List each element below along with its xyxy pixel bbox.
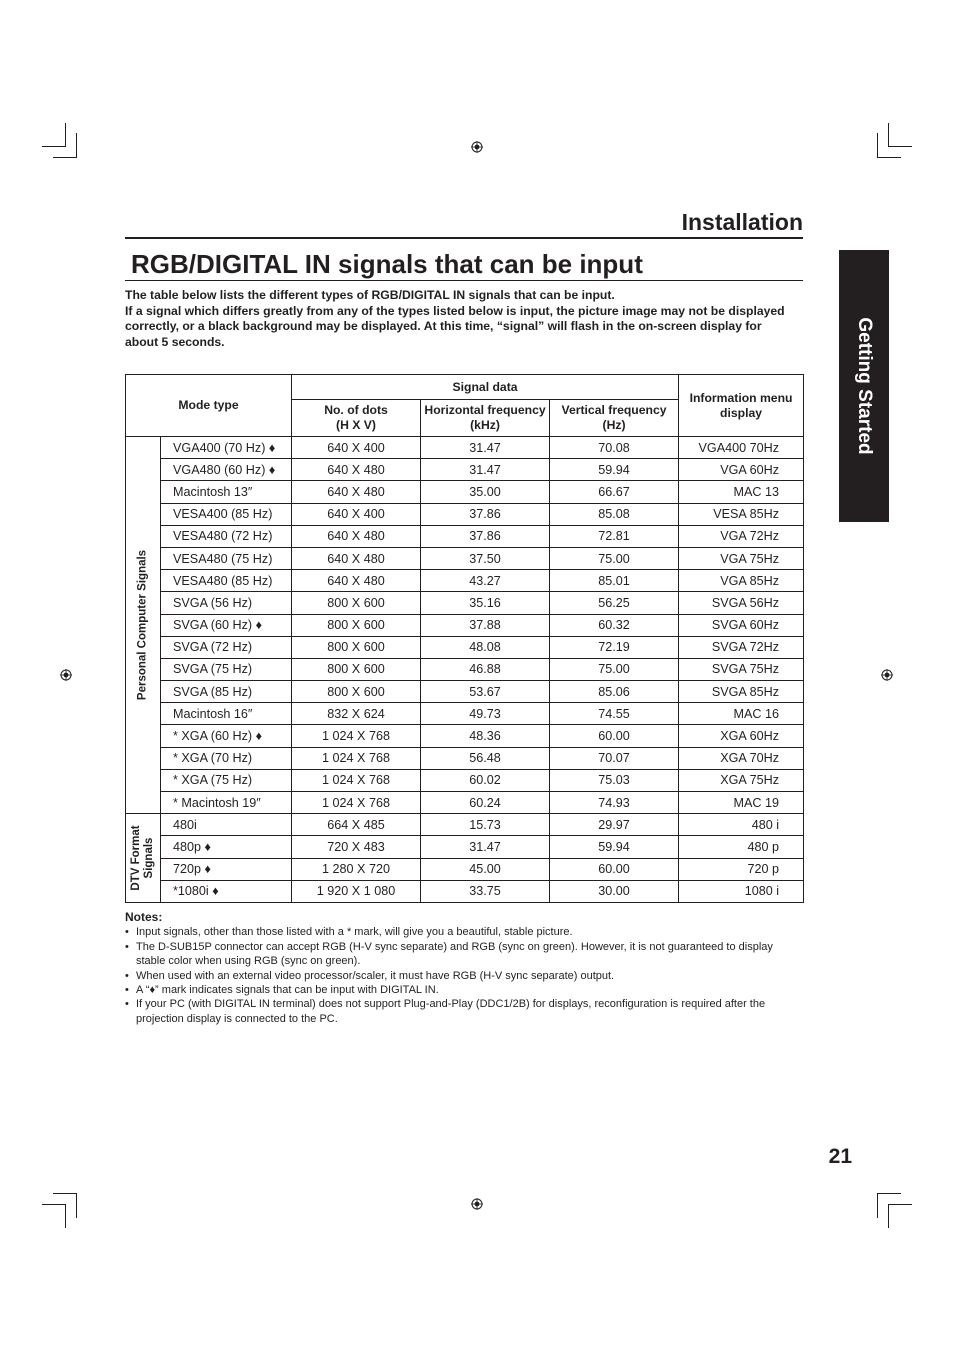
crosshair-circle-icon <box>471 141 483 153</box>
table-row <box>126 503 804 525</box>
cell-vfreq: 60.00 <box>550 858 679 880</box>
cell-info: MAC 16 <box>679 703 804 725</box>
group-label-text <box>130 825 156 890</box>
cell-mode-type: * XGA (75 Hz) <box>161 769 292 791</box>
cell-hfreq: 37.50 <box>421 547 550 569</box>
cell-hfreq: 49.73 <box>421 703 550 725</box>
cell-hfreq: 33.75 <box>421 880 550 902</box>
table-row <box>126 836 804 858</box>
cell-info: 480 p <box>679 836 804 858</box>
cell-vfreq: 85.06 <box>550 681 679 703</box>
table-row <box>126 592 804 614</box>
table-row <box>126 636 804 658</box>
header-signal-data: Signal data <box>292 375 679 400</box>
cell-info: VGA 85Hz <box>679 570 804 592</box>
group-label-text <box>137 550 150 700</box>
cell-mode-type: SVGA (72 Hz) <box>161 636 292 658</box>
cell-info: XGA 75Hz <box>679 769 804 791</box>
bullet-icon: • <box>125 984 129 997</box>
header-vfreq <box>550 400 679 437</box>
cell-info: VGA 75Hz <box>679 547 804 569</box>
side-tab-label: Getting Started <box>854 317 875 455</box>
cell-hfreq: 48.08 <box>421 636 550 658</box>
cell-vfreq: 29.97 <box>550 814 679 836</box>
table-header-row <box>126 375 804 400</box>
cell-mode-type: 480i <box>161 814 292 836</box>
cell-hfreq: 31.47 <box>421 459 550 481</box>
cell-info: MAC 13 <box>679 481 804 503</box>
header-info-menu <box>679 375 804 437</box>
header-vfreq-line2: (Hz) <box>602 418 626 432</box>
bullet-icon: • <box>125 940 129 953</box>
cell-hfreq: 56.48 <box>421 747 550 769</box>
note-item <box>125 940 797 969</box>
cell-info: 720 p <box>679 858 804 880</box>
header-mode-type: Mode type <box>126 375 292 437</box>
note-item <box>125 983 797 997</box>
intro-text <box>125 288 795 350</box>
cell-mode-type: * Macintosh 19″ <box>161 792 292 814</box>
bullet-icon: • <box>125 926 129 939</box>
cell-vfreq: 70.08 <box>550 437 679 459</box>
cell-mode-type: * XGA (70 Hz) <box>161 747 292 769</box>
header-dots-line1: No. of dots <box>324 403 388 417</box>
cell-dots: 800 X 600 <box>292 681 421 703</box>
cell-dots: 640 X 480 <box>292 481 421 503</box>
cell-info: 480 i <box>679 814 804 836</box>
cell-vfreq: 59.94 <box>550 836 679 858</box>
header-dots-line2: (H X V) <box>336 418 376 432</box>
cell-mode-type: 480p ♦ <box>161 836 292 858</box>
cell-vfreq: 59.94 <box>550 459 679 481</box>
cell-info: VESA 85Hz <box>679 503 804 525</box>
note-text: When used with an external video processor/scaler, it must have RGB (H-V sync separate) output. <box>136 969 615 982</box>
cell-hfreq: 35.00 <box>421 481 550 503</box>
cell-info: SVGA 60Hz <box>679 614 804 636</box>
cell-hfreq: 15.73 <box>421 814 550 836</box>
table-row <box>126 570 804 592</box>
section-header: Installation <box>125 205 803 239</box>
cell-vfreq: 85.01 <box>550 570 679 592</box>
table-row <box>126 703 804 725</box>
group-label-line: DTV Format <box>130 825 142 891</box>
table-row <box>126 880 804 902</box>
cell-dots: 1 024 X 768 <box>292 769 421 791</box>
note-text: The D-SUB15P connector can accept RGB (H-V sync separate) and RGB (sync on green). However, it is not guaranteed to display stable color when using RGB (sync on green). <box>136 940 773 968</box>
table-row <box>126 814 804 836</box>
intro-line-2: If a signal which differs greatly from any of the types listed below is input, the picture image may not be displayed correctly, or a black background may be displayed. At this time, “signal” will flash in the on-screen display for about 5 seconds. <box>125 303 785 349</box>
cell-hfreq: 37.86 <box>421 503 550 525</box>
page-number: 21 <box>828 1145 852 1168</box>
cell-info: VGA 72Hz <box>679 525 804 547</box>
header-vfreq-line1: Vertical frequency <box>561 403 667 417</box>
signals-table <box>125 374 804 903</box>
cell-dots: 640 X 480 <box>292 459 421 481</box>
cell-dots: 1 920 X 1 080 <box>292 880 421 902</box>
cell-vfreq: 75.00 <box>550 658 679 680</box>
cell-mode-type: Macintosh 16″ <box>161 703 292 725</box>
cell-hfreq: 60.24 <box>421 792 550 814</box>
cell-info: XGA 60Hz <box>679 725 804 747</box>
table-row <box>126 614 804 636</box>
table-row <box>126 437 804 459</box>
cell-dots: 1 024 X 768 <box>292 725 421 747</box>
notes-list <box>125 925 797 1026</box>
header-dots <box>292 400 421 437</box>
header-hfreq-line2: (kHz) <box>470 418 500 432</box>
header-info-line2: display <box>720 405 763 420</box>
page-title: RGB/DIGITAL IN signals that can be input <box>125 246 803 281</box>
table-row <box>126 658 804 680</box>
cell-info: VGA400 70Hz <box>679 437 804 459</box>
cell-hfreq: 60.02 <box>421 769 550 791</box>
cell-dots: 640 X 480 <box>292 547 421 569</box>
cell-hfreq: 48.36 <box>421 725 550 747</box>
cell-dots: 800 X 600 <box>292 592 421 614</box>
cell-dots: 720 X 483 <box>292 836 421 858</box>
cell-info: SVGA 56Hz <box>679 592 804 614</box>
cell-info: VGA 60Hz <box>679 459 804 481</box>
crosshair-circle-icon <box>60 669 72 681</box>
side-tab-getting-started <box>839 250 889 522</box>
bullet-icon: • <box>125 969 129 982</box>
cell-hfreq: 35.16 <box>421 592 550 614</box>
intro-line-1: The table below lists the different types of RGB/DIGITAL IN signals that can be input. <box>125 288 615 302</box>
cell-dots: 640 X 480 <box>292 525 421 547</box>
note-item <box>125 997 797 1026</box>
notes-title: Notes: <box>125 910 163 924</box>
cell-hfreq: 46.88 <box>421 658 550 680</box>
cell-vfreq: 75.03 <box>550 769 679 791</box>
header-info-line1: Information menu <box>689 390 793 405</box>
cell-dots: 1 024 X 768 <box>292 792 421 814</box>
cell-vfreq: 30.00 <box>550 880 679 902</box>
group-label-line: Signals <box>143 837 155 879</box>
cell-mode-type: 720p ♦ <box>161 858 292 880</box>
table-row <box>126 481 804 503</box>
cell-dots: 800 X 600 <box>292 658 421 680</box>
cell-dots: 640 X 480 <box>292 570 421 592</box>
cell-info: SVGA 75Hz <box>679 658 804 680</box>
crosshair-circle-icon <box>881 669 893 681</box>
cell-vfreq: 72.81 <box>550 525 679 547</box>
note-item <box>125 969 797 983</box>
cell-mode-type: SVGA (85 Hz) <box>161 681 292 703</box>
table-row <box>126 459 804 481</box>
cell-vfreq: 70.07 <box>550 747 679 769</box>
cell-vfreq: 66.67 <box>550 481 679 503</box>
cell-vfreq: 72.19 <box>550 636 679 658</box>
cell-mode-type: VESA480 (72 Hz) <box>161 525 292 547</box>
cell-dots: 800 X 600 <box>292 636 421 658</box>
cell-vfreq: 74.55 <box>550 703 679 725</box>
cell-hfreq: 31.47 <box>421 836 550 858</box>
note-item <box>125 925 797 939</box>
note-text: If your PC (with DIGITAL IN terminal) does not support Plug-and-Play (DDC1/2B) for displays, reconfiguration is required after the projection display is connected to the PC. <box>136 998 766 1025</box>
header-hfreq-line1: Horizontal frequency <box>424 403 546 417</box>
cell-vfreq: 56.25 <box>550 592 679 614</box>
table-row <box>126 769 804 791</box>
group-label-line: Personal Computer Signals <box>136 550 149 701</box>
table-row <box>126 858 804 880</box>
table-row <box>126 747 804 769</box>
cell-info: SVGA 85Hz <box>679 681 804 703</box>
crosshair-circle-icon <box>471 1198 483 1210</box>
cell-vfreq: 75.00 <box>550 547 679 569</box>
cell-mode-type: SVGA (60 Hz) ♦ <box>161 614 292 636</box>
cell-info: SVGA 72Hz <box>679 636 804 658</box>
cell-hfreq: 43.27 <box>421 570 550 592</box>
cell-hfreq: 37.86 <box>421 525 550 547</box>
cell-dots: 664 X 485 <box>292 814 421 836</box>
cell-dots: 832 X 624 <box>292 703 421 725</box>
cell-vfreq: 74.93 <box>550 792 679 814</box>
cell-dots: 640 X 400 <box>292 503 421 525</box>
cell-hfreq: 45.00 <box>421 858 550 880</box>
cell-mode-type: Macintosh 13″ <box>161 481 292 503</box>
cell-mode-type: SVGA (56 Hz) <box>161 592 292 614</box>
table-row <box>126 525 804 547</box>
group-label-pc-signals <box>126 437 161 814</box>
signals-table-body <box>126 437 804 903</box>
cell-mode-type: SVGA (75 Hz) <box>161 658 292 680</box>
cell-hfreq: 53.67 <box>421 681 550 703</box>
cell-dots: 800 X 600 <box>292 614 421 636</box>
table-row <box>126 547 804 569</box>
cell-vfreq: 60.32 <box>550 614 679 636</box>
note-text: Input signals, other than those listed with a * mark, will give you a beautiful, stable picture. <box>136 926 573 939</box>
cell-info: XGA 70Hz <box>679 747 804 769</box>
cell-hfreq: 37.88 <box>421 614 550 636</box>
cell-mode-type: VESA480 (85 Hz) <box>161 570 292 592</box>
cell-dots: 1 280 X 720 <box>292 858 421 880</box>
group-label-dtv-signals <box>126 814 161 903</box>
cell-mode-type: * XGA (60 Hz) ♦ <box>161 725 292 747</box>
header-hfreq <box>421 400 550 437</box>
cell-vfreq: 60.00 <box>550 725 679 747</box>
cell-mode-type: VESA480 (75 Hz) <box>161 547 292 569</box>
table-row <box>126 725 804 747</box>
table-row <box>126 681 804 703</box>
cell-mode-type: VGA400 (70 Hz) ♦ <box>161 437 292 459</box>
note-text: A “♦” mark indicates signals that can be input with DIGITAL IN. <box>136 984 439 997</box>
cell-info: 1080 i <box>679 880 804 902</box>
cell-vfreq: 85.08 <box>550 503 679 525</box>
cell-dots: 640 X 400 <box>292 437 421 459</box>
bullet-icon: • <box>125 998 129 1011</box>
cell-mode-type: VESA400 (85 Hz) <box>161 503 292 525</box>
cell-hfreq: 31.47 <box>421 437 550 459</box>
table-row <box>126 792 804 814</box>
cell-dots: 1 024 X 768 <box>292 747 421 769</box>
notes-section <box>125 910 797 1026</box>
cell-mode-type: VGA480 (60 Hz) ♦ <box>161 459 292 481</box>
cell-mode-type: *1080i ♦ <box>161 880 292 902</box>
cell-info: MAC 19 <box>679 792 804 814</box>
